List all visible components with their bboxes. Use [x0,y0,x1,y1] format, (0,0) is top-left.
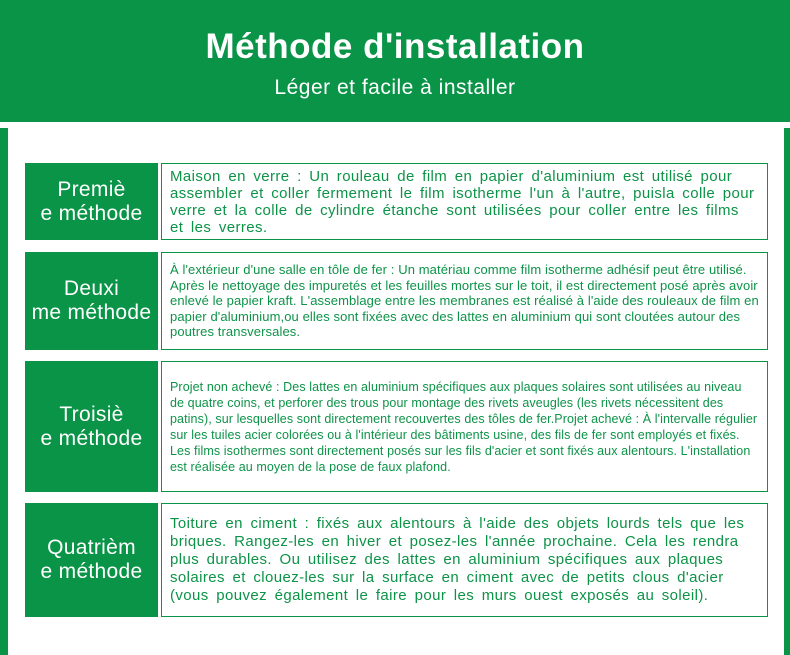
method-1-label [25,163,158,240]
method-1-label-line2: e méthode [40,201,143,225]
method-row-1 [0,163,790,240]
page-title: Méthode d'installation [205,26,585,66]
method-4-text-box [161,503,768,617]
method-row-2 [0,252,790,350]
method-3-description: Projet non achevé : Des lattes en aluminium spécifiques aux plaques solaires sont utilisées au niveau de quatre coins, et perforer des trous pour montage des rivets aveugles (les rivets nécessitent des patins), sur lesquelles sont directement recouvertes des tôles de fer.Projet achevé : À l'intervalle régulier sur les tuiles acier colorées ou à l'intérieur des bâtiments usine, des fils de fer sont employés et fixés. Les films isothermes sont directement posés sur les fils d'acier et sont fixés aux alentours. L'installation est réalisée au moyen de la pose de faux plafond. [170,379,758,474]
method-2-text-box [161,252,768,350]
method-4-label-line1: Quatrièm [47,536,136,559]
method-1-text-box [161,163,768,240]
method-1-description: Maison en verre : Un rouleau de film en papier d'aluminium est utilisé pour assembler et coller fermement le film isotherme l'un à l'autre, puisla colle pour verre et la colle de cylindre étanche sont utilisées pour coller entre les films et les verres. [170,167,755,236]
method-row-4 [0,503,790,617]
method-2-label [25,252,158,350]
method-row-3 [0,361,790,492]
method-3-text-box [161,361,768,492]
method-3-label [25,361,158,492]
method-4-label-line2: e méthode [40,560,143,583]
method-1-label-line1: Premiè [57,177,126,201]
method-4-description: Toiture en ciment : fixés aux alentours à l'aide des objets lourds tels que les briques. Rangez-les en hiver et posez-les l'année prochaine. Cela les rendra plus durables. Ou utilisez des lattes en aluminium spécifiques aux plaques solaires et clouez-les sur la surface en ciment avec de petits clous d'acier (vous pouvez également le faire pour les murs ouest exposés au soleil). [170,515,745,604]
method-2-label-line2: me méthode [31,301,152,324]
page-subtitle: Léger et facile à installer [274,76,516,100]
method-2-description: À l'extérieur d'une salle en tôle de fer : Un matériau comme film isotherme adhésif peut être utilisé. Après le nettoyage des impuretés et les feuilles mortes sur le toit, il est directement posé après avoir enlevé le papier kraft. L'assemblage entre les membranes est réalisé à l'aide des rouleaux de film en papier d'aluminium,ou elles sont fixées avec des lattes en aluminium qui sont cloutées autour des poutres transversales. [170,262,759,340]
method-4-label [25,503,158,617]
page-header [0,0,790,122]
method-3-label-line2: e méthode [40,426,143,450]
method-3-label-line1: Troisiè [59,402,124,426]
method-2-label-line1: Deuxi [63,277,120,300]
